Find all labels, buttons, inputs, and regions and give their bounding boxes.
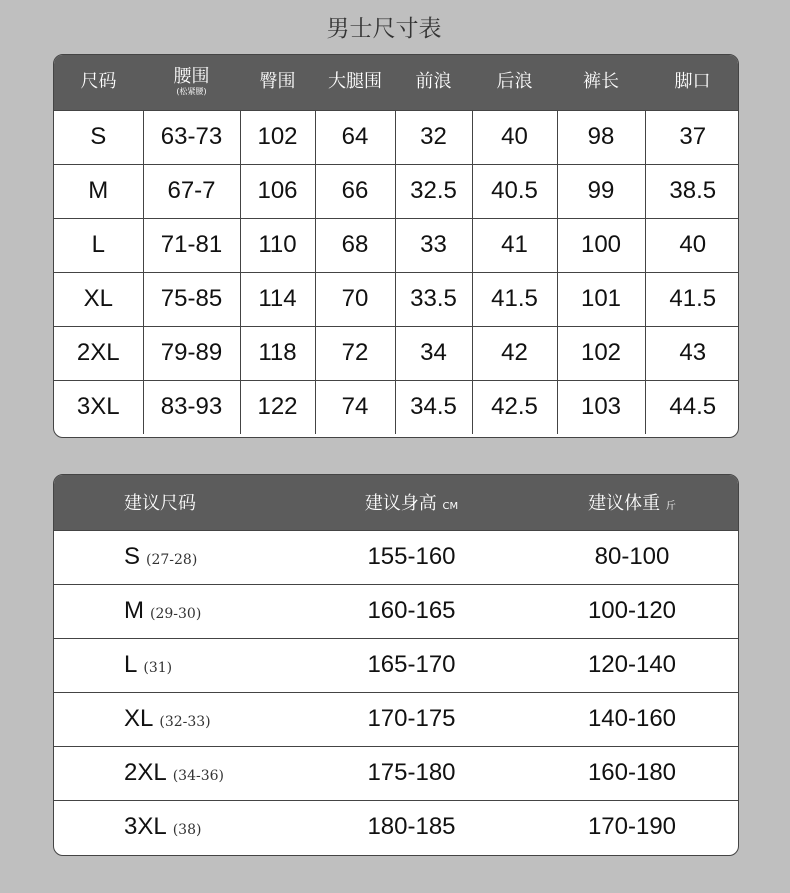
recommended-size-cell (54, 530, 299, 584)
size-chart-header-cell (645, 55, 739, 110)
size-label: M (124, 597, 144, 624)
size-chart-header-cell (315, 55, 395, 110)
header-label: 裤长 (583, 71, 619, 93)
recommended-height-cell: 175-180 (299, 746, 524, 800)
recommendation-table (54, 475, 739, 854)
header-label: 建议体重 (588, 493, 661, 515)
size-chart-cell: 32.5 (395, 164, 472, 218)
recommendation-header-cell (299, 475, 524, 530)
size-chart-cell: 106 (240, 164, 315, 218)
header-label: 脚口 (674, 71, 711, 93)
size-chart-cell: 2XL (54, 326, 143, 380)
size-chart-cell: 41.5 (645, 272, 739, 326)
recommended-weight-cell: 160-180 (524, 746, 739, 800)
recommended-size-cell (54, 800, 299, 854)
recommended-height-cell: 170-175 (299, 692, 524, 746)
recommended-height-cell: 155-160 (299, 530, 524, 584)
recommendation-row (54, 638, 739, 692)
size-chart-cell: 66 (315, 164, 395, 218)
recommendation-row (54, 746, 739, 800)
size-chart-cell: 70 (315, 272, 395, 326)
size-chart-cell: 64 (315, 110, 395, 164)
recommended-height-cell: 180-185 (299, 800, 524, 854)
size-chart-card (53, 54, 739, 438)
recommendation-header-row (54, 475, 739, 530)
header-sublabel: (松紧腰) (176, 87, 207, 97)
size-chart-cell: 32 (395, 110, 472, 164)
size-chart-table (54, 55, 739, 434)
size-chart-cell: L (54, 218, 143, 272)
size-chart-header-cell (143, 55, 240, 110)
size-chart-header-row (54, 55, 739, 110)
size-chart-cell: 33 (395, 218, 472, 272)
header-label: 前浪 (415, 71, 452, 93)
size-chart-header-cell (240, 55, 315, 110)
header-label: 后浪 (496, 71, 533, 93)
size-chart-cell: S (54, 110, 143, 164)
recommendation-row (54, 584, 739, 638)
size-label: L (124, 651, 138, 678)
size-chart-cell: 34 (395, 326, 472, 380)
size-chart-cell: 40.5 (472, 164, 557, 218)
size-chart-cell: 42.5 (472, 380, 557, 434)
size-chart-cell: 100 (557, 218, 645, 272)
recommendation-header-cell (54, 475, 299, 530)
size-chart-cell: 67-7 (143, 164, 240, 218)
size-chart-row (54, 326, 739, 380)
recommended-size-cell (54, 746, 299, 800)
size-chart-body (54, 110, 739, 434)
size-chart-header-cell (472, 55, 557, 110)
size-chart-cell: 33.5 (395, 272, 472, 326)
size-chart-cell: 99 (557, 164, 645, 218)
size-chart-cell: 41 (472, 218, 557, 272)
recommended-height-cell: 160-165 (299, 584, 524, 638)
recommended-size-cell (54, 584, 299, 638)
recommended-weight-cell: 140-160 (524, 692, 739, 746)
size-chart-cell: 68 (315, 218, 395, 272)
size-chart-cell: 79-89 (143, 326, 240, 380)
size-chart-cell: 44.5 (645, 380, 739, 434)
size-chart-cell: 103 (557, 380, 645, 434)
header-unit: 斤 (665, 501, 676, 513)
size-label: 2XL (124, 759, 167, 786)
size-chart-cell: 41.5 (472, 272, 557, 326)
waist-range: (32-33) (159, 714, 211, 730)
waist-range: (38) (172, 822, 202, 839)
size-chart-header-cell (557, 55, 645, 110)
recommended-weight-cell: 120-140 (524, 638, 739, 692)
header-label: 尺码 (80, 71, 117, 93)
size-label: S (124, 543, 141, 570)
size-chart-cell: 83-93 (143, 380, 240, 434)
recommendation-header-cell (524, 475, 739, 530)
size-chart-cell: 101 (557, 272, 645, 326)
size-chart-cell: 37 (645, 110, 739, 164)
size-chart-cell: 42 (472, 326, 557, 380)
header-label: 建议尺码 (124, 493, 196, 515)
size-chart-cell: 63-73 (143, 110, 240, 164)
recommendation-row (54, 692, 739, 746)
size-chart-row (54, 110, 739, 164)
size-chart-cell: 40 (645, 218, 739, 272)
recommended-size-cell (54, 692, 299, 746)
header-label: 臀围 (259, 71, 296, 93)
size-chart-cell: 102 (557, 326, 645, 380)
recommendation-card (53, 474, 739, 856)
size-chart-cell: XL (54, 272, 143, 326)
recommended-height-cell: 165-170 (299, 638, 524, 692)
size-chart-cell: 102 (240, 110, 315, 164)
size-chart-cell: 34.5 (395, 380, 472, 434)
size-chart-cell: 75-85 (143, 272, 240, 326)
size-chart-header-cell (54, 55, 143, 110)
size-chart-row (54, 272, 739, 326)
size-chart-cell: 98 (557, 110, 645, 164)
header-label: 建议身高 (364, 493, 437, 515)
recommended-size-cell (54, 638, 299, 692)
size-chart-row (54, 380, 739, 434)
size-chart-header-cell (395, 55, 472, 110)
header-unit: CM (442, 501, 459, 513)
header-label: 腰围 (173, 66, 210, 88)
size-chart-cell: 43 (645, 326, 739, 380)
recommended-weight-cell: 170-190 (524, 800, 739, 854)
size-chart-cell: M (54, 164, 143, 218)
recommendation-row (54, 800, 739, 854)
size-chart-cell: 72 (315, 326, 395, 380)
size-chart-cell: 114 (240, 272, 315, 326)
size-chart-row (54, 218, 739, 272)
recommendation-body (54, 530, 739, 854)
size-chart-cell: 118 (240, 326, 315, 380)
recommended-weight-cell: 80-100 (524, 530, 739, 584)
waist-range: (29-30) (150, 606, 202, 622)
waist-range: (31) (143, 660, 173, 676)
size-chart-cell: 3XL (54, 380, 143, 434)
recommendation-row (54, 530, 739, 584)
waist-range: (27-28) (146, 552, 198, 568)
header-label: 大腿围 (328, 71, 382, 93)
size-chart-cell: 71-81 (143, 218, 240, 272)
size-chart-row (54, 164, 739, 218)
size-chart-cell: 38.5 (645, 164, 739, 218)
size-chart-cell: 110 (240, 218, 315, 272)
page-title: 男士尺寸表 (326, 16, 442, 42)
size-label: 3XL (124, 813, 167, 841)
size-chart-cell: 74 (315, 380, 395, 434)
size-chart-cell: 40 (472, 110, 557, 164)
size-label: XL (124, 705, 154, 732)
size-chart-cell: 122 (240, 380, 315, 434)
recommended-weight-cell: 100-120 (524, 584, 739, 638)
waist-range: (34-36) (172, 768, 224, 784)
